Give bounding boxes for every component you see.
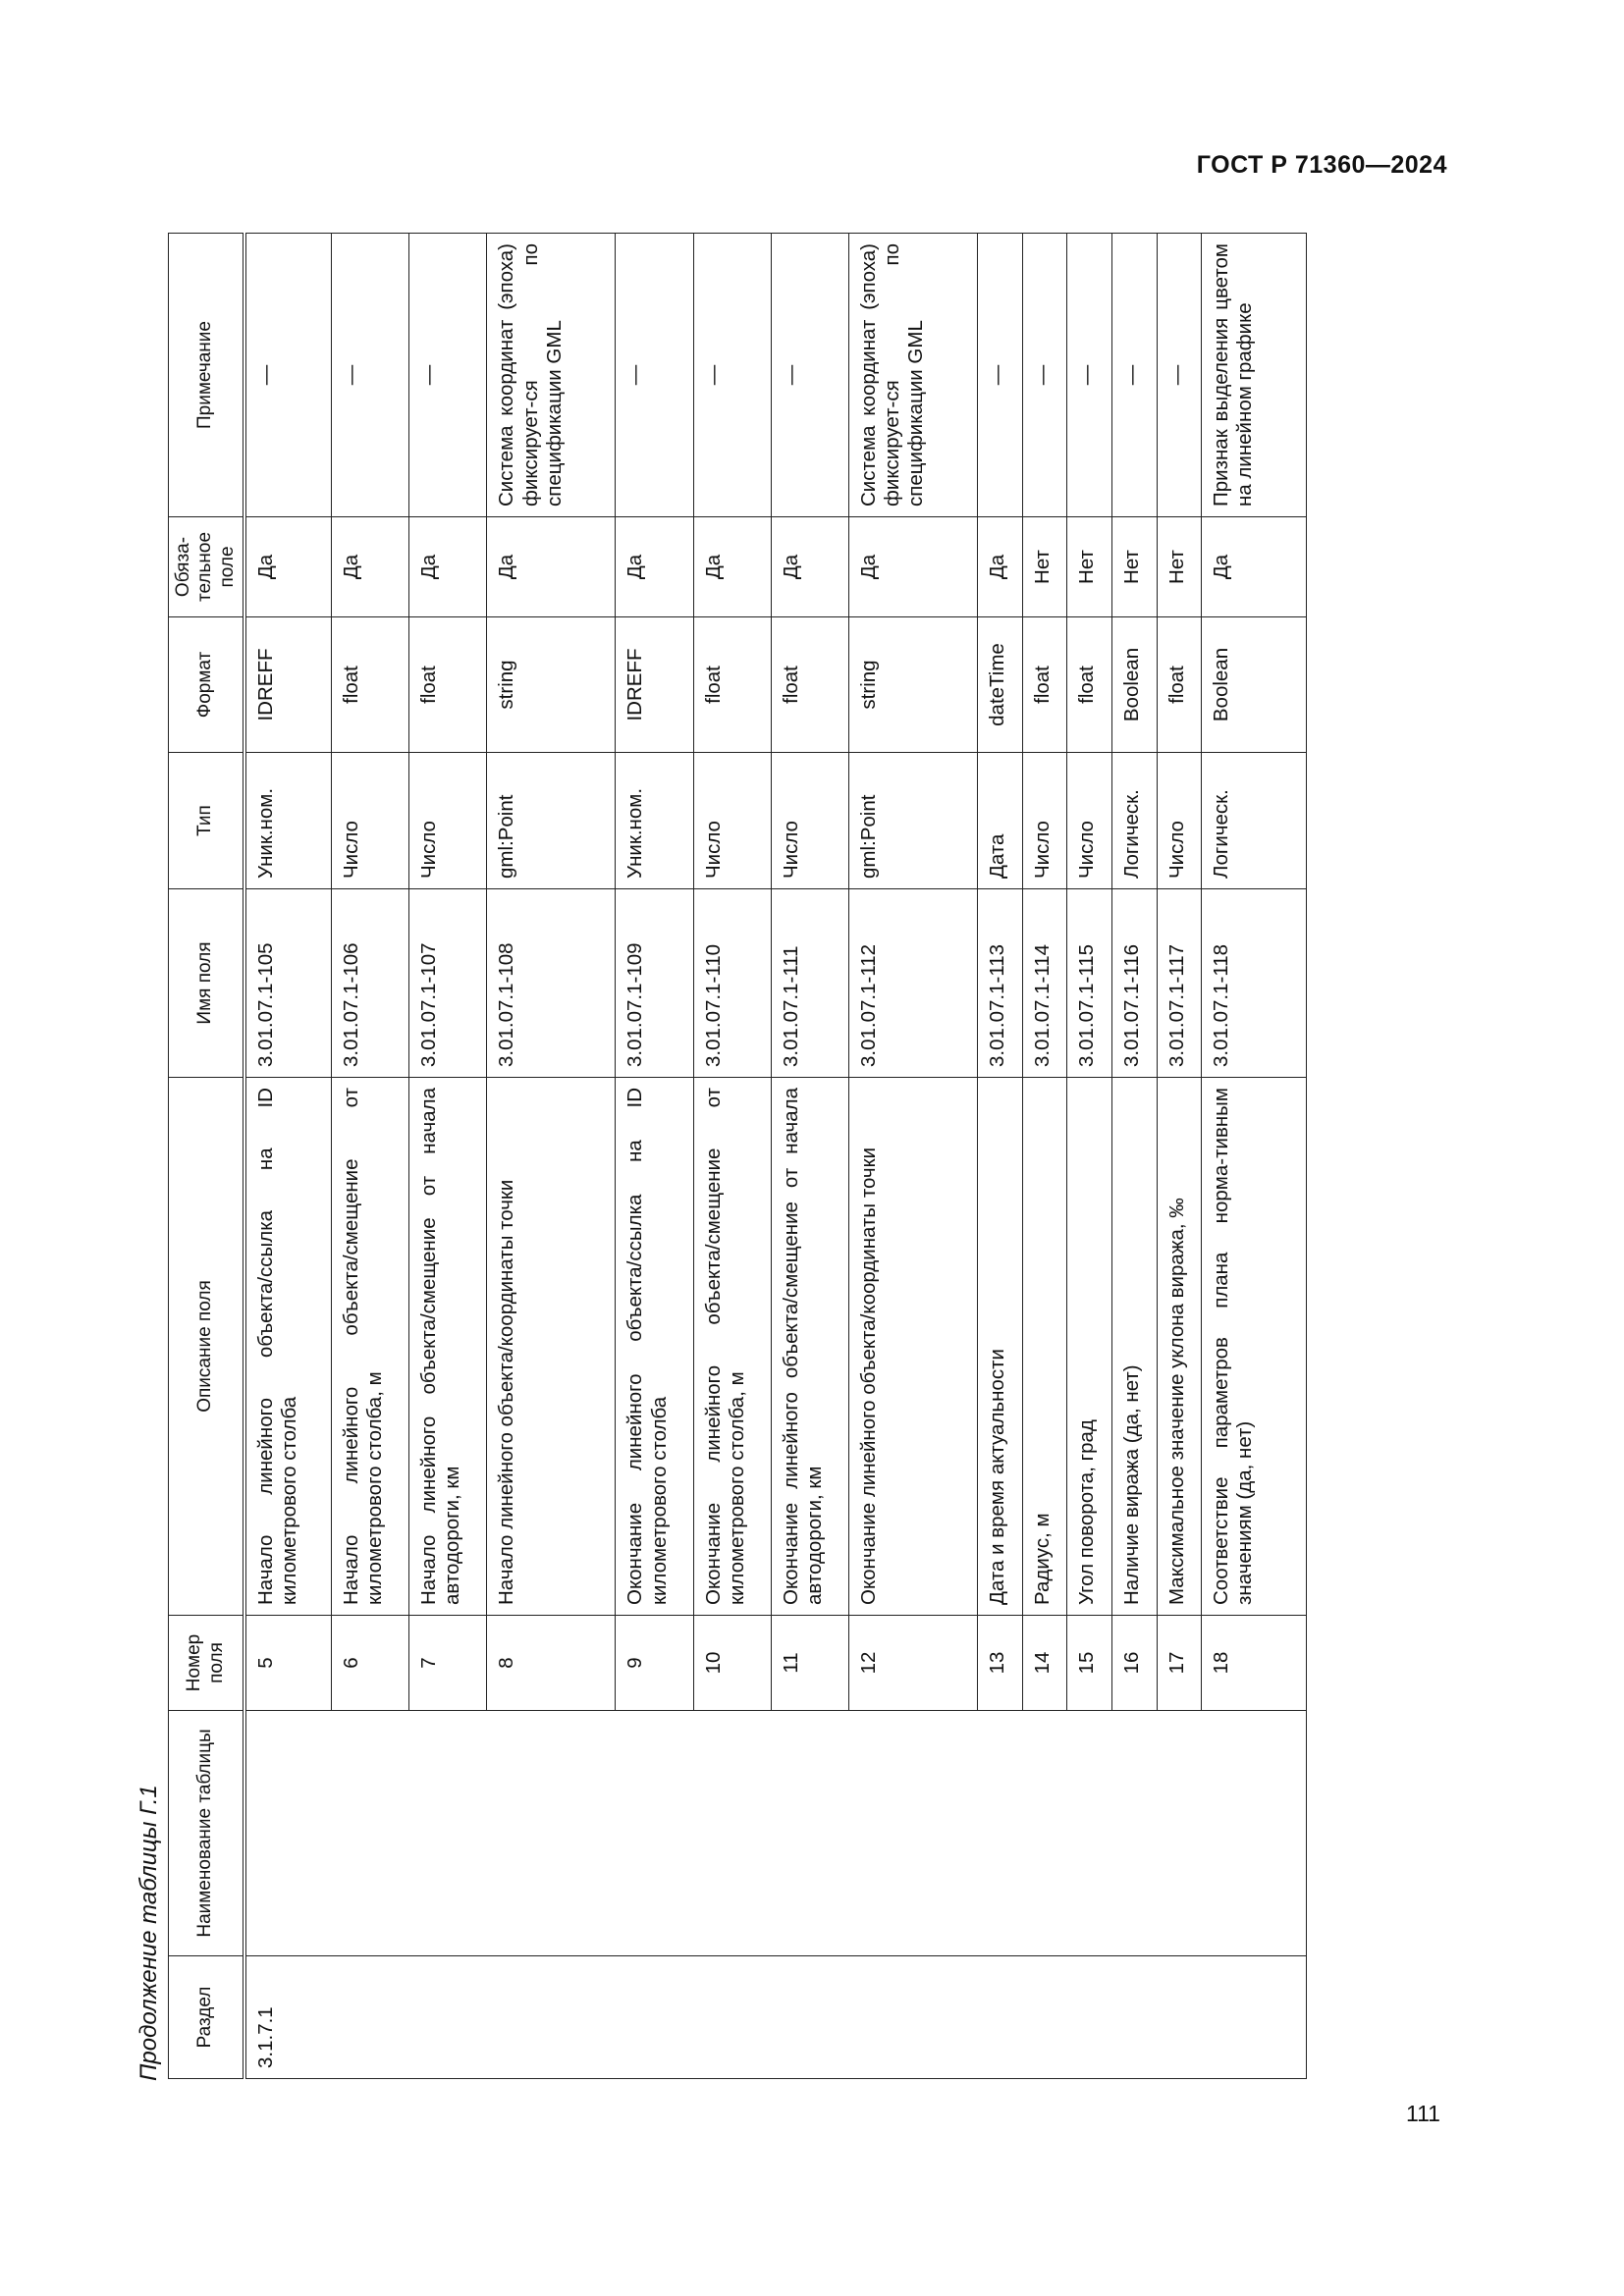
- note-cell: —: [771, 234, 848, 517]
- header-format: Формат: [169, 617, 245, 753]
- note-cell: —: [409, 234, 487, 517]
- field-number-cell: 8: [487, 1616, 616, 1711]
- required-cell: Да: [616, 517, 693, 617]
- field-name-cell: 3.01.07.1-115: [1067, 889, 1112, 1078]
- field-name-cell: 3.01.07.1-106: [332, 889, 409, 1078]
- type-cell: Число: [409, 753, 487, 889]
- field-number-cell: 10: [693, 1616, 771, 1711]
- required-cell: Да: [977, 517, 1022, 617]
- required-cell: Да: [693, 517, 771, 617]
- format-cell: float: [332, 617, 409, 753]
- required-cell: Да: [332, 517, 409, 617]
- note-cell: Признак выделения цветом на линейном графике: [1202, 234, 1307, 517]
- format-cell: float: [409, 617, 487, 753]
- header-field-number: Номер поля: [169, 1616, 245, 1711]
- table-row: [244, 234, 331, 2079]
- field-number-cell: 11: [771, 1616, 848, 1711]
- field-name-cell: 3.01.07.1-111: [771, 889, 848, 1078]
- field-name-cell: 3.01.07.1-105: [244, 889, 331, 1078]
- description-cell: Начало линейного объекта/смещение от километрового столба, м: [332, 1078, 409, 1616]
- table-name-cell: [244, 1711, 1306, 1956]
- format-cell: Boolean: [1111, 617, 1157, 753]
- type-cell: Число: [1067, 753, 1112, 889]
- page-number: 111: [1406, 2101, 1440, 2126]
- field-name-cell: 3.01.07.1-107: [409, 889, 487, 1078]
- description-cell: Радиус, м: [1022, 1078, 1067, 1616]
- required-cell: Да: [244, 517, 331, 617]
- field-name-cell: 3.01.07.1-114: [1022, 889, 1067, 1078]
- format-cell: string: [848, 617, 977, 753]
- table-header-row: [169, 234, 245, 2079]
- type-cell: gml:Point: [487, 753, 616, 889]
- table-rotated-container: [168, 234, 1307, 2079]
- field-number-cell: 16: [1111, 1616, 1157, 1711]
- note-cell: —: [244, 234, 331, 517]
- description-cell: Соответствие параметров плана норма-тивным значениям (да, нет): [1202, 1078, 1307, 1616]
- required-cell: Нет: [1111, 517, 1157, 617]
- description-cell: Максимальное значение уклона виража, ‰: [1157, 1078, 1202, 1616]
- description-cell: Угол поворота, град: [1067, 1078, 1112, 1616]
- format-cell: IDREFF: [244, 617, 331, 753]
- description-cell: Начало линейного объекта/смещение от начала автодороги, км: [409, 1078, 487, 1616]
- field-number-cell: 13: [977, 1616, 1022, 1711]
- format-cell: dateTime: [977, 617, 1022, 753]
- field-number-cell: 12: [848, 1616, 977, 1711]
- note-cell: —: [1157, 234, 1202, 517]
- description-cell: Окончание линейного объекта/координаты точки: [848, 1078, 977, 1616]
- header-description: Описание поля: [169, 1078, 245, 1616]
- type-cell: Уник.ном.: [616, 753, 693, 889]
- field-number-cell: 9: [616, 1616, 693, 1711]
- note-cell: —: [616, 234, 693, 517]
- note-cell: Система координат (эпоха) фиксирует-ся по спецификации GML: [487, 234, 616, 517]
- header-type: Тип: [169, 753, 245, 889]
- field-name-cell: 3.01.07.1-110: [693, 889, 771, 1078]
- required-cell: Нет: [1067, 517, 1112, 617]
- field-name-cell: 3.01.07.1-118: [1202, 889, 1307, 1078]
- header-required: Обяза-тельное поле: [169, 517, 245, 617]
- required-cell: Да: [1202, 517, 1307, 617]
- note-cell: —: [977, 234, 1022, 517]
- field-number-cell: 15: [1067, 1616, 1112, 1711]
- type-cell: gml:Point: [848, 753, 977, 889]
- note-cell: —: [1022, 234, 1067, 517]
- format-cell: float: [771, 617, 848, 753]
- description-cell: Окончание линейного объекта/смещение от начала автодороги, км: [771, 1078, 848, 1616]
- field-spec-table: [168, 233, 1307, 2079]
- field-number-cell: 7: [409, 1616, 487, 1711]
- description-cell: Начало линейного объекта/координаты точки: [487, 1078, 616, 1616]
- description-cell: Начало линейного объекта/ссылка на ID километрового столба: [244, 1078, 331, 1616]
- field-name-cell: 3.01.07.1-117: [1157, 889, 1202, 1078]
- table-body: [244, 234, 1306, 2079]
- note-cell: —: [1067, 234, 1112, 517]
- format-cell: float: [1067, 617, 1112, 753]
- field-number-cell: 17: [1157, 1616, 1202, 1711]
- format-cell: string: [487, 617, 616, 753]
- header-section: Раздел: [169, 1956, 245, 2079]
- format-cell: Boolean: [1202, 617, 1307, 753]
- required-cell: Нет: [1022, 517, 1067, 617]
- field-number-cell: 5: [244, 1616, 331, 1711]
- type-cell: Логическ.: [1202, 753, 1307, 889]
- required-cell: Да: [771, 517, 848, 617]
- required-cell: Нет: [1157, 517, 1202, 617]
- type-cell: Число: [332, 753, 409, 889]
- description-cell: Наличие виража (да, нет): [1111, 1078, 1157, 1616]
- field-name-cell: 3.01.07.1-113: [977, 889, 1022, 1078]
- table-caption: Продолжение таблицы Г.1: [135, 1785, 162, 2081]
- required-cell: Да: [848, 517, 977, 617]
- field-name-cell: 3.01.07.1-112: [848, 889, 977, 1078]
- field-number-cell: 6: [332, 1616, 409, 1711]
- description-cell: Окончание линейного объекта/ссылка на ID километрового столба: [616, 1078, 693, 1616]
- format-cell: float: [1022, 617, 1067, 753]
- required-cell: Да: [409, 517, 487, 617]
- header-table-name: Наименование таблицы: [169, 1711, 245, 1956]
- type-cell: Логическ.: [1111, 753, 1157, 889]
- description-cell: Окончание линейного объекта/смещение от километрового столба, м: [693, 1078, 771, 1616]
- format-cell: IDREFF: [616, 617, 693, 753]
- note-cell: —: [693, 234, 771, 517]
- section-cell: 3.1.7.1: [244, 1956, 1306, 2079]
- note-cell: Система координат (эпоха) фиксирует-ся по спецификации GML: [848, 234, 977, 517]
- note-cell: —: [332, 234, 409, 517]
- type-cell: Дата: [977, 753, 1022, 889]
- format-cell: float: [693, 617, 771, 753]
- type-cell: Число: [1157, 753, 1202, 889]
- type-cell: Число: [771, 753, 848, 889]
- field-name-cell: 3.01.07.1-116: [1111, 889, 1157, 1078]
- standard-header: ГОСТ Р 71360—2024: [1196, 151, 1447, 179]
- header-field-name: Имя поля: [169, 889, 245, 1078]
- format-cell: float: [1157, 617, 1202, 753]
- note-cell: —: [1111, 234, 1157, 517]
- field-number-cell: 18: [1202, 1616, 1307, 1711]
- type-cell: Число: [1022, 753, 1067, 889]
- type-cell: Число: [693, 753, 771, 889]
- field-number-cell: 14: [1022, 1616, 1067, 1711]
- description-cell: Дата и время актуальности: [977, 1078, 1022, 1616]
- field-name-cell: 3.01.07.1-108: [487, 889, 616, 1078]
- field-name-cell: 3.01.07.1-109: [616, 889, 693, 1078]
- type-cell: Уник.ном.: [244, 753, 331, 889]
- header-note: Примечание: [169, 234, 245, 517]
- required-cell: Да: [487, 517, 616, 617]
